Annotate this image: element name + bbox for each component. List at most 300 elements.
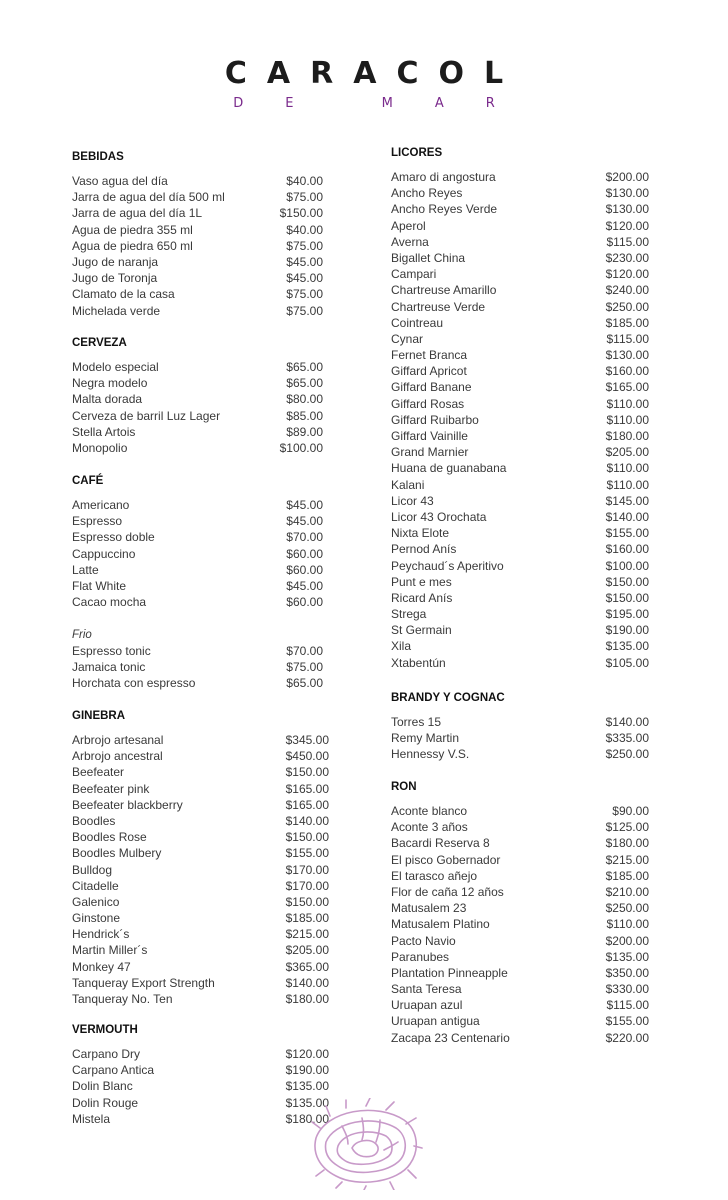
menu-item	[72, 408, 323, 424]
menu-item	[72, 424, 323, 440]
item-name: Beefeater blackberry	[72, 797, 183, 812]
item-price: $45.00	[286, 498, 323, 512]
item-name: Torres 15	[391, 715, 442, 729]
item-name: Flor de caña 12 años	[391, 884, 504, 899]
item-price: $155.00	[285, 846, 329, 861]
item-price: $180.00	[285, 992, 329, 1006]
section-cerveza	[72, 335, 323, 456]
item-price: $140.00	[605, 509, 649, 524]
item-name: Arbrojo artesanal	[72, 733, 164, 747]
item-price: $135.00	[285, 1079, 329, 1094]
menu-item	[391, 574, 649, 590]
item-name: Arbrojo ancestral	[72, 749, 163, 764]
item-price: $40.00	[286, 174, 323, 188]
item-price: $100.00	[605, 558, 649, 573]
item-name: Averna	[391, 234, 429, 249]
menu-item	[72, 391, 323, 407]
section-spacer	[72, 724, 329, 732]
item-name: Santa Teresa	[391, 982, 462, 997]
menu-item	[391, 282, 649, 298]
menu-item	[72, 594, 323, 610]
item-name: Horchata con espresso	[72, 676, 196, 691]
item-price: $75.00	[286, 287, 323, 302]
item-price: $335.00	[605, 731, 649, 746]
item-name: Flat White	[72, 578, 127, 593]
section-spacer	[72, 489, 323, 497]
item-name: Modelo especial	[72, 360, 159, 374]
item-name: Matusalem 23	[391, 901, 467, 916]
item-name: Jugo de Toronja	[72, 271, 158, 286]
item-price: $60.00	[286, 546, 323, 561]
item-name: St Germain	[391, 623, 452, 638]
item-name: Licor 43 Orochata	[391, 509, 487, 524]
section-bebidas	[72, 149, 323, 319]
item-price: $215.00	[285, 927, 329, 942]
item-price: $90.00	[612, 804, 649, 818]
item-price: $250.00	[605, 299, 649, 314]
item-price: $345.00	[285, 733, 329, 747]
menu-item	[72, 781, 329, 797]
item-name: Tanqueray Export Strength	[72, 975, 215, 990]
item-price: $60.00	[286, 562, 323, 577]
item-price: $75.00	[286, 659, 323, 674]
item-price: $200.00	[605, 933, 649, 948]
menu-item	[72, 829, 329, 845]
item-price: $210.00	[605, 884, 649, 899]
menu-item	[391, 746, 649, 762]
item-name: Cacao mocha	[72, 595, 147, 610]
menu-item	[72, 813, 329, 829]
menu-item	[72, 797, 329, 813]
item-price: $170.00	[285, 862, 329, 877]
section-ron	[391, 779, 649, 1046]
menu-item	[72, 1046, 329, 1062]
item-name: Campari	[391, 267, 437, 282]
menu-item	[391, 949, 649, 965]
item-name: Grand Marnier	[391, 445, 469, 460]
item-name: Hendrick´s	[72, 927, 130, 942]
section-vermouth	[72, 1022, 329, 1127]
menu-item	[72, 270, 323, 286]
section-title: CAFÉ	[72, 475, 104, 487]
section-title: VERMOUTH	[72, 1024, 138, 1036]
menu-item	[72, 529, 323, 545]
item-price: $180.00	[605, 836, 649, 851]
item-price: $85.00	[286, 408, 323, 423]
item-price: $45.00	[286, 271, 323, 286]
item-name: Negra modelo	[72, 376, 148, 391]
menu-item	[72, 375, 323, 391]
menu-item	[72, 359, 323, 375]
menu-item	[391, 347, 649, 363]
menu-item	[72, 173, 323, 189]
item-price: $45.00	[286, 578, 323, 593]
item-price: $110.00	[606, 477, 649, 492]
item-name: Remy Martin	[391, 731, 460, 746]
item-name: Boodles Rose	[72, 830, 147, 845]
item-price: $40.00	[286, 222, 323, 237]
menu-item	[391, 900, 649, 916]
menu-item	[72, 764, 329, 780]
menu-item	[391, 1013, 649, 1029]
menu-item	[72, 1078, 329, 1094]
item-name: Aconte 3 años	[391, 820, 468, 835]
menu-item	[391, 493, 649, 509]
item-price: $190.00	[285, 1063, 329, 1078]
menu-item	[391, 714, 649, 730]
item-name: Boodles Mulbery	[72, 846, 162, 861]
item-name: Latte	[72, 562, 99, 577]
menu-item	[391, 622, 649, 638]
section-title: CERVEZA	[72, 337, 127, 349]
menu-item	[391, 819, 649, 835]
item-price: $155.00	[605, 1014, 649, 1029]
section-ginebra	[72, 708, 329, 1007]
item-name: Huana de guanabana	[391, 461, 507, 476]
item-name: El pisco Gobernador	[391, 852, 501, 867]
menu-item	[391, 379, 649, 395]
item-name: Michelada verde	[72, 303, 161, 318]
item-price: $150.00	[285, 765, 329, 780]
item-name: Plantation Pinneapple	[391, 965, 508, 980]
item-price: $140.00	[605, 715, 649, 729]
item-price: $120.00	[605, 218, 649, 233]
item-name: Americano	[72, 498, 130, 512]
item-price: $130.00	[605, 348, 649, 363]
item-price: $205.00	[605, 445, 649, 460]
item-name: Espresso	[72, 514, 123, 529]
menu-item	[391, 933, 649, 949]
item-price: $250.00	[605, 901, 649, 916]
item-price: $115.00	[606, 234, 649, 249]
menu-item	[72, 991, 329, 1007]
menu-item	[72, 303, 323, 319]
section-brandy-cognac	[391, 690, 649, 763]
logo-subtitle: DE MAR	[233, 96, 537, 111]
item-name: Espresso doble	[72, 530, 155, 545]
menu-item	[391, 412, 649, 428]
menu-item	[72, 878, 329, 894]
item-name: Beefeater pink	[72, 781, 150, 796]
menu-item	[391, 965, 649, 981]
menu-item	[72, 675, 323, 691]
item-name: Beefeater	[72, 765, 125, 780]
menu-item	[72, 975, 329, 991]
menu-item	[72, 497, 323, 513]
item-name: Aperol	[391, 218, 426, 233]
menu-item	[391, 250, 649, 266]
menu-item	[391, 590, 649, 606]
item-price: $160.00	[605, 542, 649, 557]
item-price: $185.00	[605, 868, 649, 883]
item-price: $205.00	[285, 943, 329, 958]
item-price: $140.00	[285, 975, 329, 990]
item-name: Xtabentún	[391, 655, 446, 670]
item-name: Clamato de la casa	[72, 287, 175, 302]
menu-item	[391, 606, 649, 622]
menu-item	[72, 862, 329, 878]
item-price: $135.00	[605, 639, 649, 654]
item-price: $180.00	[605, 429, 649, 443]
section-title: BEBIDAS	[72, 151, 124, 163]
section-spacer	[391, 161, 649, 169]
menu-item	[391, 266, 649, 282]
menu-item	[72, 643, 323, 659]
item-name: Uruapan antigua	[391, 1014, 480, 1029]
menu-item	[72, 659, 323, 675]
item-price: $220.00	[605, 1030, 649, 1045]
item-name: Pernod Anís	[391, 542, 457, 557]
item-price: $135.00	[285, 1095, 329, 1110]
menu-item	[391, 396, 649, 412]
menu-item	[72, 562, 323, 578]
menu-item	[391, 852, 649, 868]
item-name: Tanqueray No. Ten	[72, 992, 173, 1006]
section-spacer	[72, 610, 323, 626]
item-name: Pacto Navio	[391, 933, 456, 948]
item-name: Chartreuse Amarillo	[391, 283, 497, 298]
item-price: $110.00	[606, 412, 649, 427]
section-title: BRANDY Y COGNAC	[391, 692, 505, 704]
item-price: $350.00	[605, 965, 649, 980]
item-price: $130.00	[605, 186, 649, 201]
menu-item	[72, 959, 329, 975]
item-price: $80.00	[286, 392, 323, 407]
menu-item	[72, 894, 329, 910]
menu-item	[391, 884, 649, 900]
menu-item	[391, 234, 649, 250]
item-name: Paranubes	[391, 949, 450, 964]
menu-item	[391, 477, 649, 493]
item-name: Jamaica tonic	[72, 659, 146, 674]
item-price: $330.00	[605, 982, 649, 997]
item-name: Malta dorada	[72, 392, 143, 407]
menu-item	[391, 558, 649, 574]
section-title: LICORES	[391, 147, 443, 159]
section-spacer	[391, 706, 649, 714]
item-price: $125.00	[605, 820, 649, 835]
menu-item	[72, 513, 323, 529]
item-name: Ancho Reyes Verde	[391, 202, 498, 217]
item-name: Xila	[391, 639, 412, 654]
menu-item	[72, 942, 329, 958]
menu-item	[72, 238, 323, 254]
menu-item	[391, 655, 649, 671]
item-price: $145.00	[605, 493, 649, 508]
item-price: $150.00	[279, 206, 323, 221]
item-name: Hennessy V.S.	[391, 747, 470, 762]
item-price: $250.00	[605, 747, 649, 762]
item-price: $45.00	[286, 514, 323, 529]
item-price: $70.00	[286, 530, 323, 545]
item-price: $230.00	[605, 250, 649, 265]
subsection-title: Frio	[72, 628, 92, 641]
item-price: $75.00	[286, 238, 323, 253]
menu-item	[391, 363, 649, 379]
item-name: Agua de piedra 355 ml	[72, 222, 193, 237]
item-name: El tarasco añejo	[391, 868, 478, 883]
item-price: $240.00	[605, 283, 649, 298]
item-price: $180.00	[285, 1111, 329, 1126]
item-price: $60.00	[286, 595, 323, 610]
menu-item	[391, 638, 649, 654]
item-price: $65.00	[286, 360, 323, 374]
menu-item	[391, 299, 649, 315]
item-price: $65.00	[286, 376, 323, 391]
section-spacer	[72, 165, 323, 173]
section-spacer	[391, 795, 649, 803]
section-spacer	[72, 1038, 329, 1046]
menu-item	[391, 916, 649, 932]
item-price: $65.00	[286, 676, 323, 691]
menu-item	[391, 201, 649, 217]
item-price: $105.00	[605, 655, 649, 670]
item-price: $160.00	[605, 364, 649, 379]
section-cafe	[72, 473, 323, 691]
item-name: Monkey 47	[72, 959, 131, 974]
item-price: $115.00	[606, 998, 649, 1013]
item-price: $75.00	[286, 303, 323, 318]
item-price: $130.00	[605, 202, 649, 217]
menu-item	[391, 169, 649, 185]
menu-item	[391, 1030, 649, 1046]
menu-item	[72, 254, 323, 270]
menu-item	[391, 218, 649, 234]
item-name: Ancho Reyes	[391, 186, 463, 201]
item-name: Uruapan azul	[391, 998, 463, 1013]
item-price: $150.00	[605, 574, 649, 589]
item-name: Zacapa 23 Centenario	[391, 1030, 510, 1045]
item-name: Giffard Rosas	[391, 396, 465, 411]
item-name: Agua de piedra 650 ml	[72, 238, 193, 253]
item-price: $89.00	[286, 424, 323, 439]
item-name: Cynar	[391, 331, 424, 346]
menu-item	[391, 803, 649, 819]
item-name: Bacardi Reserva 8	[391, 836, 490, 851]
menu-item	[72, 732, 329, 748]
item-price: $70.00	[286, 643, 323, 658]
menu-item	[72, 205, 323, 221]
item-name: Chartreuse Verde	[391, 299, 486, 314]
item-price: $195.00	[605, 607, 649, 622]
item-price: $100.00	[279, 440, 323, 455]
menu-item	[391, 444, 649, 460]
item-name: Licor 43	[391, 493, 434, 508]
menu-item	[391, 730, 649, 746]
item-name: Espresso tonic	[72, 643, 151, 658]
item-price: $165.00	[285, 797, 329, 812]
item-name: Punt e mes	[391, 574, 452, 589]
menu-item	[391, 981, 649, 997]
item-name: Carpano Dry	[72, 1047, 141, 1061]
item-price: $120.00	[285, 1047, 329, 1061]
item-price: $110.00	[606, 917, 649, 932]
item-name: Carpano Antica	[72, 1063, 155, 1078]
item-price: $135.00	[605, 949, 649, 964]
item-price: $150.00	[285, 830, 329, 845]
item-price: $170.00	[285, 878, 329, 893]
item-name: Mistela	[72, 1111, 111, 1126]
menu-item	[391, 509, 649, 525]
item-name: Jugo de naranja	[72, 254, 159, 269]
menu-item	[72, 189, 323, 205]
item-name: Giffard Apricot	[391, 364, 467, 379]
menu-item	[391, 315, 649, 331]
item-price: $120.00	[605, 267, 649, 282]
item-name: Dolin Rouge	[72, 1095, 139, 1110]
item-price: $110.00	[606, 461, 649, 476]
menu-item	[72, 910, 329, 926]
item-price: $150.00	[285, 894, 329, 909]
item-price: $110.00	[606, 396, 649, 411]
item-name: Galenico	[72, 894, 120, 909]
item-name: Strega	[391, 607, 427, 622]
menu-item	[72, 1062, 329, 1078]
item-name: Fernet Branca	[391, 348, 468, 363]
item-name: Giffard Vainille	[391, 429, 468, 443]
item-price: $165.00	[605, 380, 649, 395]
menu-item	[72, 1111, 329, 1127]
item-name: Dolin Blanc	[72, 1079, 133, 1094]
item-name: Aconte blanco	[391, 804, 468, 818]
item-name: Bulldog	[72, 862, 113, 877]
item-price: $155.00	[605, 526, 649, 541]
menu-item	[391, 331, 649, 347]
item-name: Citadelle	[72, 878, 119, 893]
item-price: $150.00	[605, 590, 649, 605]
item-price: $190.00	[605, 623, 649, 638]
menu-item	[72, 578, 323, 594]
item-name: Matusalem Platino	[391, 917, 490, 932]
item-name: Cointreau	[391, 315, 444, 330]
item-price: $215.00	[605, 852, 649, 867]
menu-item	[391, 835, 649, 851]
logo-title: CARACOL	[224, 56, 524, 91]
section-spacer	[72, 351, 323, 359]
menu-item	[72, 286, 323, 302]
item-name: Nixta Elote	[391, 526, 450, 541]
item-price: $450.00	[285, 749, 329, 764]
item-price: $75.00	[286, 190, 323, 205]
menu-item	[72, 546, 323, 562]
item-name: Jarra de agua del día 500 ml	[72, 190, 225, 205]
menu-item	[72, 926, 329, 942]
item-name: Giffard Ruibarbo	[391, 412, 479, 427]
menu-item	[72, 1095, 329, 1111]
item-price: $140.00	[285, 813, 329, 828]
item-name: Ricard Anís	[391, 590, 453, 605]
item-name: Bigallet China	[391, 250, 466, 265]
item-price: $185.00	[285, 911, 329, 926]
item-name: Cappuccino	[72, 546, 136, 561]
menu-item	[391, 997, 649, 1013]
menu-item	[72, 440, 323, 456]
item-name: Boodles	[72, 813, 116, 828]
item-price: $200.00	[605, 170, 649, 184]
item-name: Vaso agua del día	[72, 174, 168, 188]
menu-item	[391, 868, 649, 884]
menu-item	[72, 222, 323, 238]
item-name: Cerveza de barril Luz Lager	[72, 408, 221, 423]
menu-item	[72, 845, 329, 861]
section-title: GINEBRA	[72, 710, 126, 722]
item-price: $185.00	[605, 315, 649, 330]
item-name: Amaro di angostura	[391, 170, 496, 184]
menu-item	[391, 428, 649, 444]
item-name: Stella Artois	[72, 424, 136, 439]
section-licores	[391, 145, 649, 671]
item-price: $165.00	[285, 781, 329, 796]
